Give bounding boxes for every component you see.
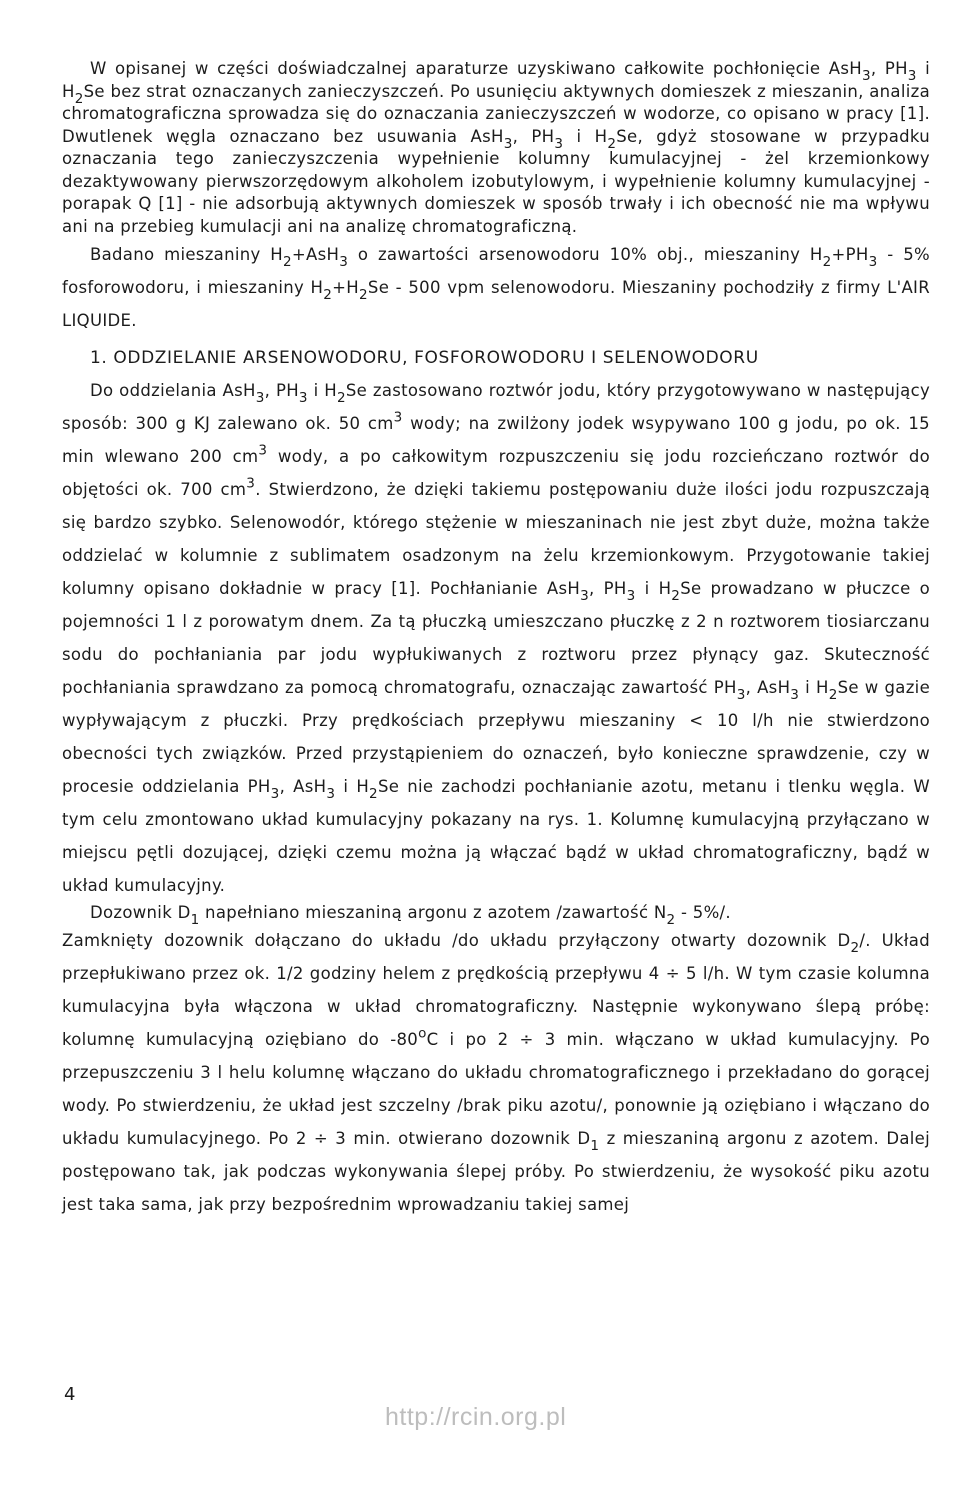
- paragraph-absorption-intro: W opisanej w części doświadczalnej aparaturze uzyskiwano całkowite pochłonięcie AsH$_3$, $PH_3$ i $H_2Se$ bez strat oznaczanych zanieczyszczeń. Po usunięciu aktywnych domieszek z mieszanin, analiza chromatograficzna sprowadza się do oznaczania zanieczyszczeń w wodorze, co opisano w pracy [1]. Dwutlenek węgla oznaczano bez usuwania AsH$_3$, $PH_3$ i $H_2Se$, gdyż stosowane w przypadku oznaczania tego zanieczyszczenia wypełnienie kolumny kumulacyjnej - żel krzemionkowy dezaktywowany pierwszorzędowym alkoholem izobutylowym, i wypełnienie kolumny kumulacyjnej - porapak Q [1] - nie adsorbują aktywnych domieszek w sposób trwały i ich obecność nie ma wpływu ani na przebieg kumulacji ani na analizę chromatograficzną.: [62, 59, 931, 236]
- document-body: [62, 58, 930, 1221]
- section-heading: 1. ODDZIELANIE ARSENOWODORU, FOSFOROWODORU I SELENOWODORU: [90, 348, 759, 368]
- footer-url: http://rcin.org.pl: [385, 1403, 567, 1431]
- paragraph-dosing: Dozownik $D_1$ napełniano mieszaniną argonu z azotem /zawartość $N_2 - 5\%/$.: [90, 902, 731, 928]
- page-number: 4: [64, 1384, 76, 1405]
- paragraph-procedure: Zamknięty dozownik dołączano do układu /do układu przyłączony otwarty dozownik $D_2/$. Układ przepłukiwano przez ok. 1/2 godziny helem z prędkością przepływu 4 ÷ 5 l/h. W tym czasie kolumna kumulacyjna była włączona w układ chromatograficzny. Następnie wykonywano ślepą próbę: kolumnę kumulacyjną oziębiano do -80$^o$C i po 2 ÷ 3 min. włączano w układ kumulacyjny. Po przepuszczeniu 3 l helu kolumnę włączano do układu chromatograficznego i przekładano do gorącej wody. Po stwierdzeniu, że układ jest szczelny /brak piku azotu/, ponownie ją oziębiano i włączano do układu kumulacyjnego. Po 2 ÷ 3 min. otwierano dozownik $D_1$ z mieszaniną argonu z azotem. Dalej postępowano tak, jak podczas wykonywania ślepej próby. Po stwierdzeniu, że wysokość piku azotu jest taka sama, jak przy bezpośrednim wprowadzaniu takiej samej: [62, 931, 930, 1214]
- paragraph-separation-method: Do oddzielania AsH$_3$, $PH_3$ i $H_2Se$ zastosowano roztwór jodu, który przygotowywano w następujący sposób: 300 g KJ zalewano ok. 50 $cm^3$ wody; na zwilżony jodek wsypywano 100 g jodu, po ok. 15 min wlewano 200 $cm^3$ wody, a po całkowitym rozpuszczeniu się jodu rozcieńczano roztwór do objętości ok. 700 $cm^3$. Stwierdzono, że dzięki takiemu postępowaniu duże ilości jodu rozpuszczają się bardzo szybko. Selenowodór, którego stężenie w mieszaninach nie jest zbyt duże, można także oddzielać w kolumnie z sublimatem osadzonym na żelu krzemionkowym. Przygotowanie takiej kolumny opisano dokładnie w pracy [1]. Pochłanianie AsH$_3$, $PH_3$ i $H_2Se$ prowadzano w płuczce o pojemności 1 l z porowatym dnem. Za tą płuczką umieszczano płuczkę z 2 n roztworem tiosiarczanu sodu do pochłaniania par jodu wypłukiwanych z roztworu przez płynący gaz. Skuteczność pochłaniania sprawdzano za pomocą chromatografu, oznaczając zawartość $PH_3$, AsH$_3$ i $H_2Se$ w gazie wypływającym z płuczki. Przy prędkościach przepływu mieszaniny < 10 l/h nie stwierdzono obecności tych związków. Przed przystąpieniem do oznaczeń, było konieczne sprawdzenie, czy w procesie oddzielania $PH_3$, AsH$_3$ i $H_2Se$ nie zachodzi pochłanianie azotu, metanu i tlenku węgla. W tym celu zmontowano układ kumulacyjny pokazany na rys. 1. Kolumnę kumulacyjną przyłączano w miejscu pętli dozującej, dzięki czemu można ją włączać bądź w układ chromatograficzny, bądź w układ kumulacyjny.: [62, 380, 931, 895]
- paragraph-mixtures: Badano mieszaniny $H_2+AsH_3$ o zawartości arsenowodoru 10% obj., mieszaniny $H_2+PH_3 - 5\%$ fosforowodoru, i mieszaniny $H_2+H_2Se - 500$ vpm selenowodoru. Mieszaniny pochodziły z firmy L'AIR LIQUIDE.: [62, 245, 930, 330]
